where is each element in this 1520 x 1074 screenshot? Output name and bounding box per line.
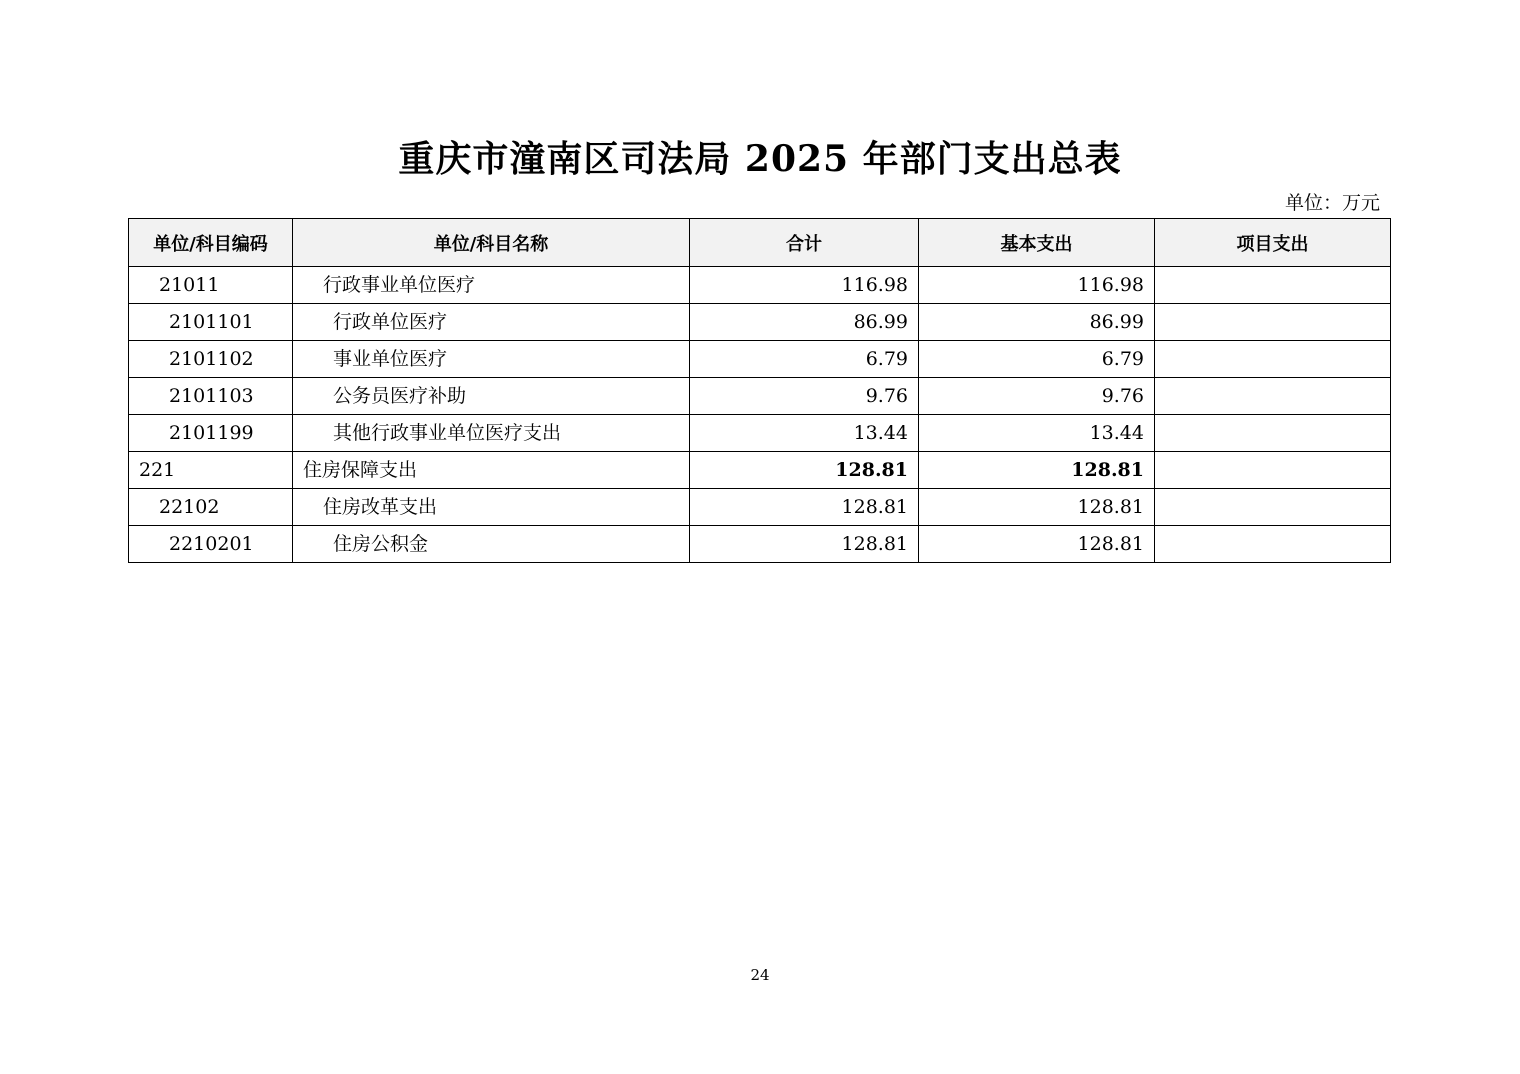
cell-code: 2101199 <box>129 415 293 452</box>
cell-total: 128.81 <box>690 489 919 526</box>
cell-project <box>1155 341 1391 378</box>
table-row <box>129 267 1391 304</box>
table-row <box>129 452 1391 489</box>
cell-code: 2101103 <box>129 378 293 415</box>
cell-code: 22102 <box>129 489 293 526</box>
cell-basic: 9.76 <box>919 378 1155 415</box>
cell-name: 其他行政事业单位医疗支出 <box>293 415 690 452</box>
header-total: 合计 <box>690 219 919 267</box>
table-header-row <box>129 219 1391 267</box>
cell-total: 128.81 <box>690 526 919 563</box>
cell-total: 86.99 <box>690 304 919 341</box>
cell-basic: 128.81 <box>919 526 1155 563</box>
table-row <box>129 526 1391 563</box>
cell-code: 21011 <box>129 267 293 304</box>
cell-project <box>1155 452 1391 489</box>
cell-basic: 86.99 <box>919 304 1155 341</box>
page-number: 24 <box>750 966 770 984</box>
cell-name: 住房改革支出 <box>293 489 690 526</box>
table-row <box>129 304 1391 341</box>
cell-total: 128.81 <box>690 452 919 489</box>
page-title: 重庆市潼南区司法局 2025 年部门支出总表 <box>398 138 1122 180</box>
expenditure-table <box>128 218 1391 563</box>
cell-name: 公务员医疗补助 <box>293 378 690 415</box>
table-row <box>129 378 1391 415</box>
cell-total: 6.79 <box>690 341 919 378</box>
cell-name: 行政事业单位医疗 <box>293 267 690 304</box>
table-row <box>129 341 1391 378</box>
header-name: 单位/科目名称 <box>293 219 690 267</box>
cell-basic: 128.81 <box>919 452 1155 489</box>
cell-name: 住房公积金 <box>293 526 690 563</box>
cell-basic: 13.44 <box>919 415 1155 452</box>
cell-total: 13.44 <box>690 415 919 452</box>
cell-project <box>1155 267 1391 304</box>
cell-project <box>1155 415 1391 452</box>
header-basic: 基本支出 <box>919 219 1155 267</box>
cell-code: 2101102 <box>129 341 293 378</box>
cell-project <box>1155 304 1391 341</box>
cell-total: 9.76 <box>690 378 919 415</box>
unit-label: 单位：万元 <box>1284 192 1380 214</box>
cell-project <box>1155 489 1391 526</box>
cell-project <box>1155 526 1391 563</box>
cell-project <box>1155 378 1391 415</box>
cell-name: 行政单位医疗 <box>293 304 690 341</box>
cell-name: 住房保障支出 <box>293 452 690 489</box>
cell-name: 事业单位医疗 <box>293 341 690 378</box>
cell-code: 2210201 <box>129 526 293 563</box>
cell-code: 2101101 <box>129 304 293 341</box>
cell-basic: 6.79 <box>919 341 1155 378</box>
cell-total: 116.98 <box>690 267 919 304</box>
cell-code: 221 <box>129 452 293 489</box>
header-project: 项目支出 <box>1155 219 1391 267</box>
header-code: 单位/科目编码 <box>129 219 293 267</box>
table-row <box>129 415 1391 452</box>
table-row <box>129 489 1391 526</box>
cell-basic: 116.98 <box>919 267 1155 304</box>
cell-basic: 128.81 <box>919 489 1155 526</box>
